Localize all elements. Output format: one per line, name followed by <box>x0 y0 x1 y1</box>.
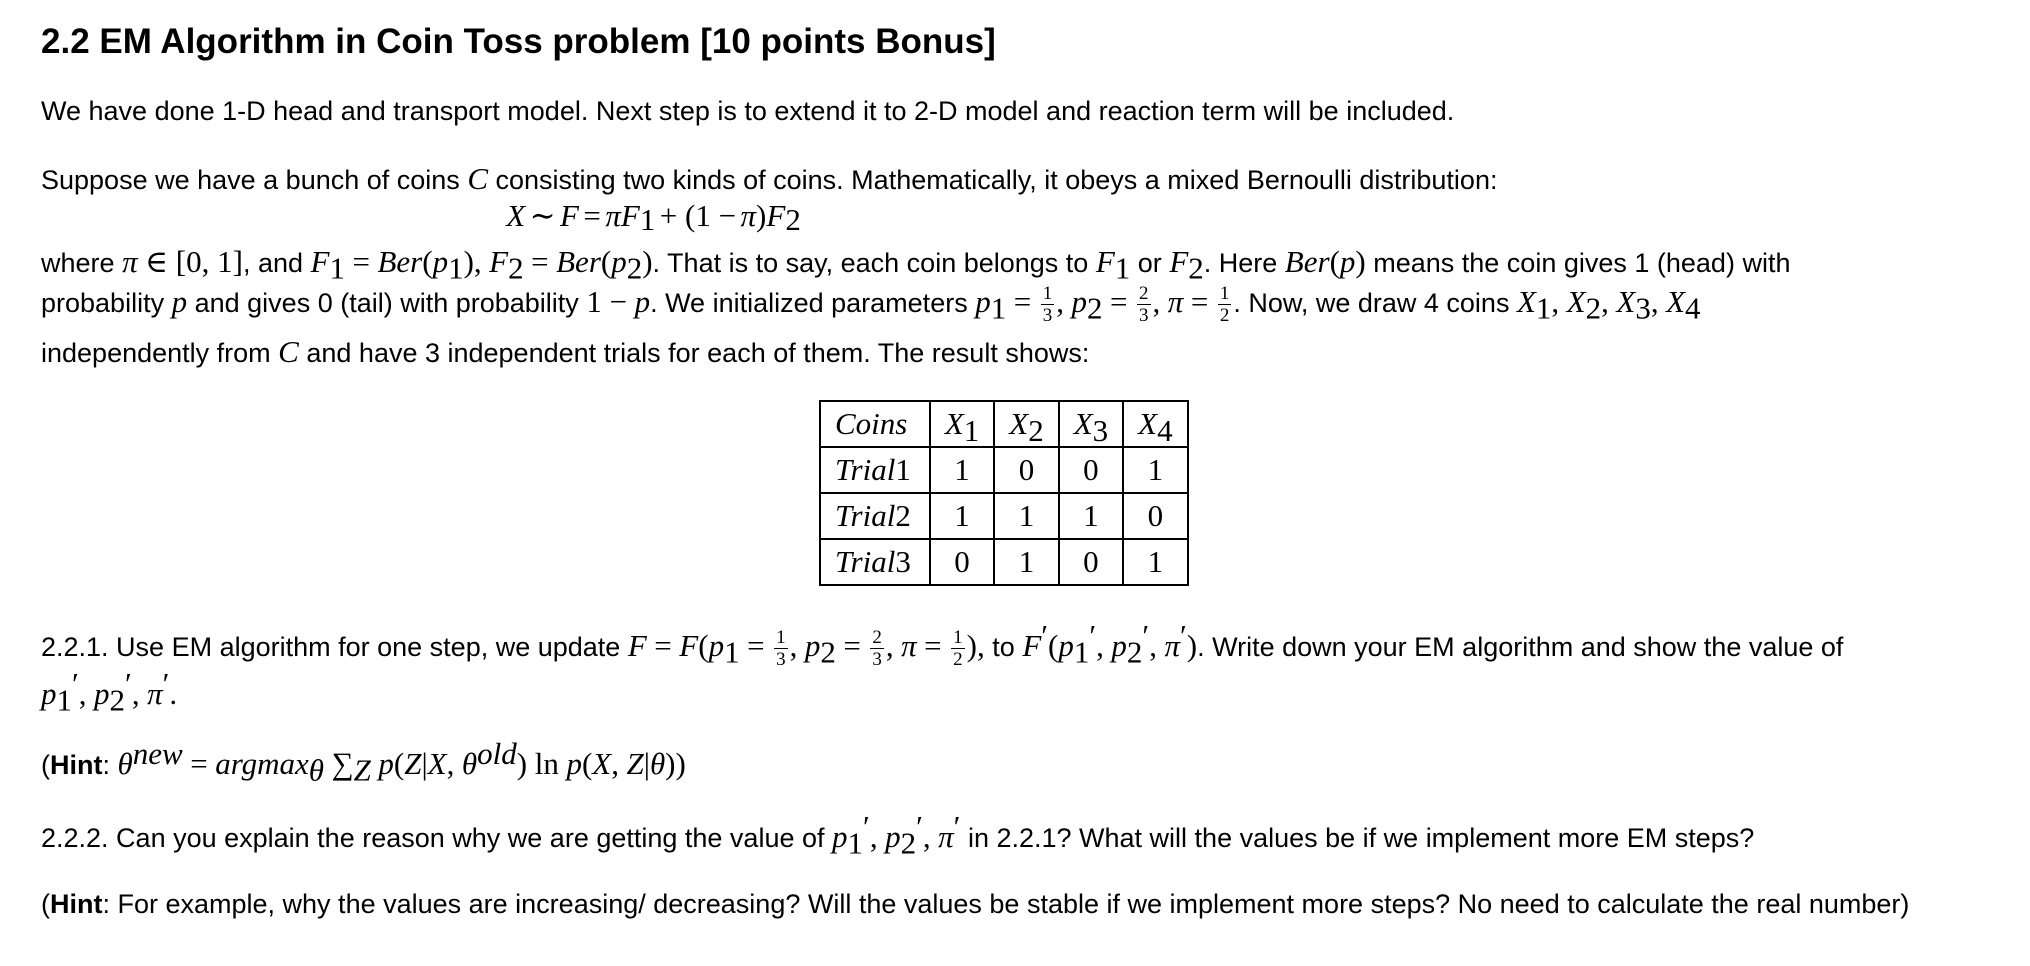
mixture-equation: X ∼ $F = \pi F_1 + (1 - \pi)F_2$ <box>506 198 801 238</box>
where-text-3: . That is to say, each coin belongs to <box>652 248 1089 278</box>
table-cell: 1 <box>994 493 1058 539</box>
table-cell: 1 <box>930 493 994 539</box>
intro-paragraph: We have done 1-D head and transport model. Next step is to extend it to 2-D model and reaction term will be included. <box>41 96 1455 126</box>
table-cell: 0 <box>1059 539 1123 585</box>
table-cell: 1 <box>1123 539 1187 585</box>
q1-text-1: 2.2.1. Use EM algorithm for one step, we update <box>41 632 621 662</box>
table-header-row <box>820 401 1188 447</box>
question-2-2-1-continued: $p_1'$, $p_2'$, π′. <box>41 666 178 718</box>
hint-2: (Hint: For example, why the values are increasing/ decreasing? Will the values be stable if we implement more steps? No need to calculate the real number) <box>41 889 1910 919</box>
trials-table <box>819 400 1189 586</box>
table-cell: 0 <box>994 447 1058 493</box>
question-2-2-1: 2.2.1. Use EM algorithm for one step, we update $F = F(p_1$ = $\frac{1}{3}$ , $p_2$ = $\frac{2}{3}$ , π = $\frac{1}{2}$ ), to $F'(p_1'$, $p_2'$, π′). Write down your EM algorithm and show the value of <box>41 618 1844 671</box>
table-cell: 1 <box>1123 447 1187 493</box>
prob-text-2: and gives 0 (tail) with probability <box>194 288 579 318</box>
where-text-5: . Here <box>1203 248 1278 278</box>
hint-1-label: Hint <box>50 750 103 780</box>
question-2-2-2: 2.2.2. Can you explain the reason why we are getting the value of $p_1'$, $p_2'$, π′ in 2.2.1? What will the values be if we implement more EM steps? <box>41 809 1755 861</box>
table-row <box>820 539 1188 585</box>
table-cell: 1 <box>994 539 1058 585</box>
table-cell: 0 <box>1059 447 1123 493</box>
independent-line: independently from C and have 3 independent trials for each of them. The result shows: <box>41 334 1090 369</box>
probability-line: probability p and gives 0 (tail) with probability 1 − p. We initialized parameters $p_1$ = $\frac{1}{3}$ , $p_2$ = $\frac{2}{3}$ , π = $\frac{1}{2}$ . Now, we draw 4 coins $X_1$, $X_2$, $X_3$, $X_4$ <box>41 283 1701 327</box>
row-label: Trial3 <box>820 539 930 585</box>
column-letter: X <box>944 406 964 441</box>
column-letter: X <box>1009 406 1029 441</box>
row-label: Trial2 <box>820 493 930 539</box>
where-text-2: , and <box>242 248 304 278</box>
column-header: $X_3$ <box>1059 401 1123 447</box>
hint-2-label: Hint <box>50 889 103 919</box>
suppose-paragraph: Suppose we have a bunch of coins C consisting two kinds of coins. Mathematically, it obeys a mixed Bernoulli distribution: <box>41 161 1498 196</box>
table-cell: 1 <box>1059 493 1123 539</box>
column-header: $X_2$ <box>994 401 1058 447</box>
table-cell: 0 <box>930 539 994 585</box>
independent-text-a: independently from <box>41 338 271 368</box>
prob-text-1: probability <box>41 288 165 318</box>
where-text-4: or <box>1137 248 1162 278</box>
q2-text-2: in 2.2.1? What will the values be if we implement more EM steps? <box>967 823 1755 853</box>
column-letter: X <box>1138 406 1158 441</box>
suppose-text-b: consisting two kinds of coins. Mathematically, it obeys a mixed Bernoulli distribution: <box>495 165 1498 195</box>
table-cell: 0 <box>1123 493 1187 539</box>
table-cell: 1 <box>930 447 994 493</box>
hint-1: (Hint: $\theta^{new} = argmax_\theta$ $\sum_Z$ p(Z|X, $\theta^{old}$) ln p(X, Z|θ)) <box>41 736 686 788</box>
column-letter: X <box>1073 406 1093 441</box>
prob-text-4: . Now, we draw 4 coins <box>1233 288 1510 318</box>
section-title: 2.2 EM Algorithm in Coin Toss problem [10 points Bonus] <box>41 22 996 61</box>
where-line: where π ∈ [0, 1], and $F_1 = Ber(p_1)$, $F_2 = Ber(p_2)$. That is to say, each coin belongs to $F_1$ or $F_2$. Here Ber(p) means the coin gives 1 (head) with <box>41 244 1791 286</box>
independent-text-b: and have 3 independent trials for each of them. The result shows: <box>306 338 1090 368</box>
column-header: $X_1$ <box>930 401 994 447</box>
suppose-text-a: Suppose we have a bunch of coins <box>41 165 460 195</box>
table-corner-header: Coins <box>820 401 930 447</box>
column-header: $X_4$ <box>1123 401 1187 447</box>
prob-text-3: . We initialized parameters <box>650 288 968 318</box>
table-row <box>820 493 1188 539</box>
q1-text-3: . Write down your EM algorithm and show the value of <box>1197 632 1844 662</box>
row-label: Trial1 <box>820 447 930 493</box>
hint-2-text: : For example, why the values are increasing/ decreasing? Will the values be stable if we implement more steps? No need to calculate the real number) <box>102 889 1910 919</box>
table-row <box>820 447 1188 493</box>
q2-text-1: 2.2.2. Can you explain the reason why we are getting the value of <box>41 823 825 853</box>
where-text-6: means the coin gives 1 (head) with <box>1373 248 1791 278</box>
where-text-1: where <box>41 248 115 278</box>
q1-text-2: to <box>992 632 1015 662</box>
